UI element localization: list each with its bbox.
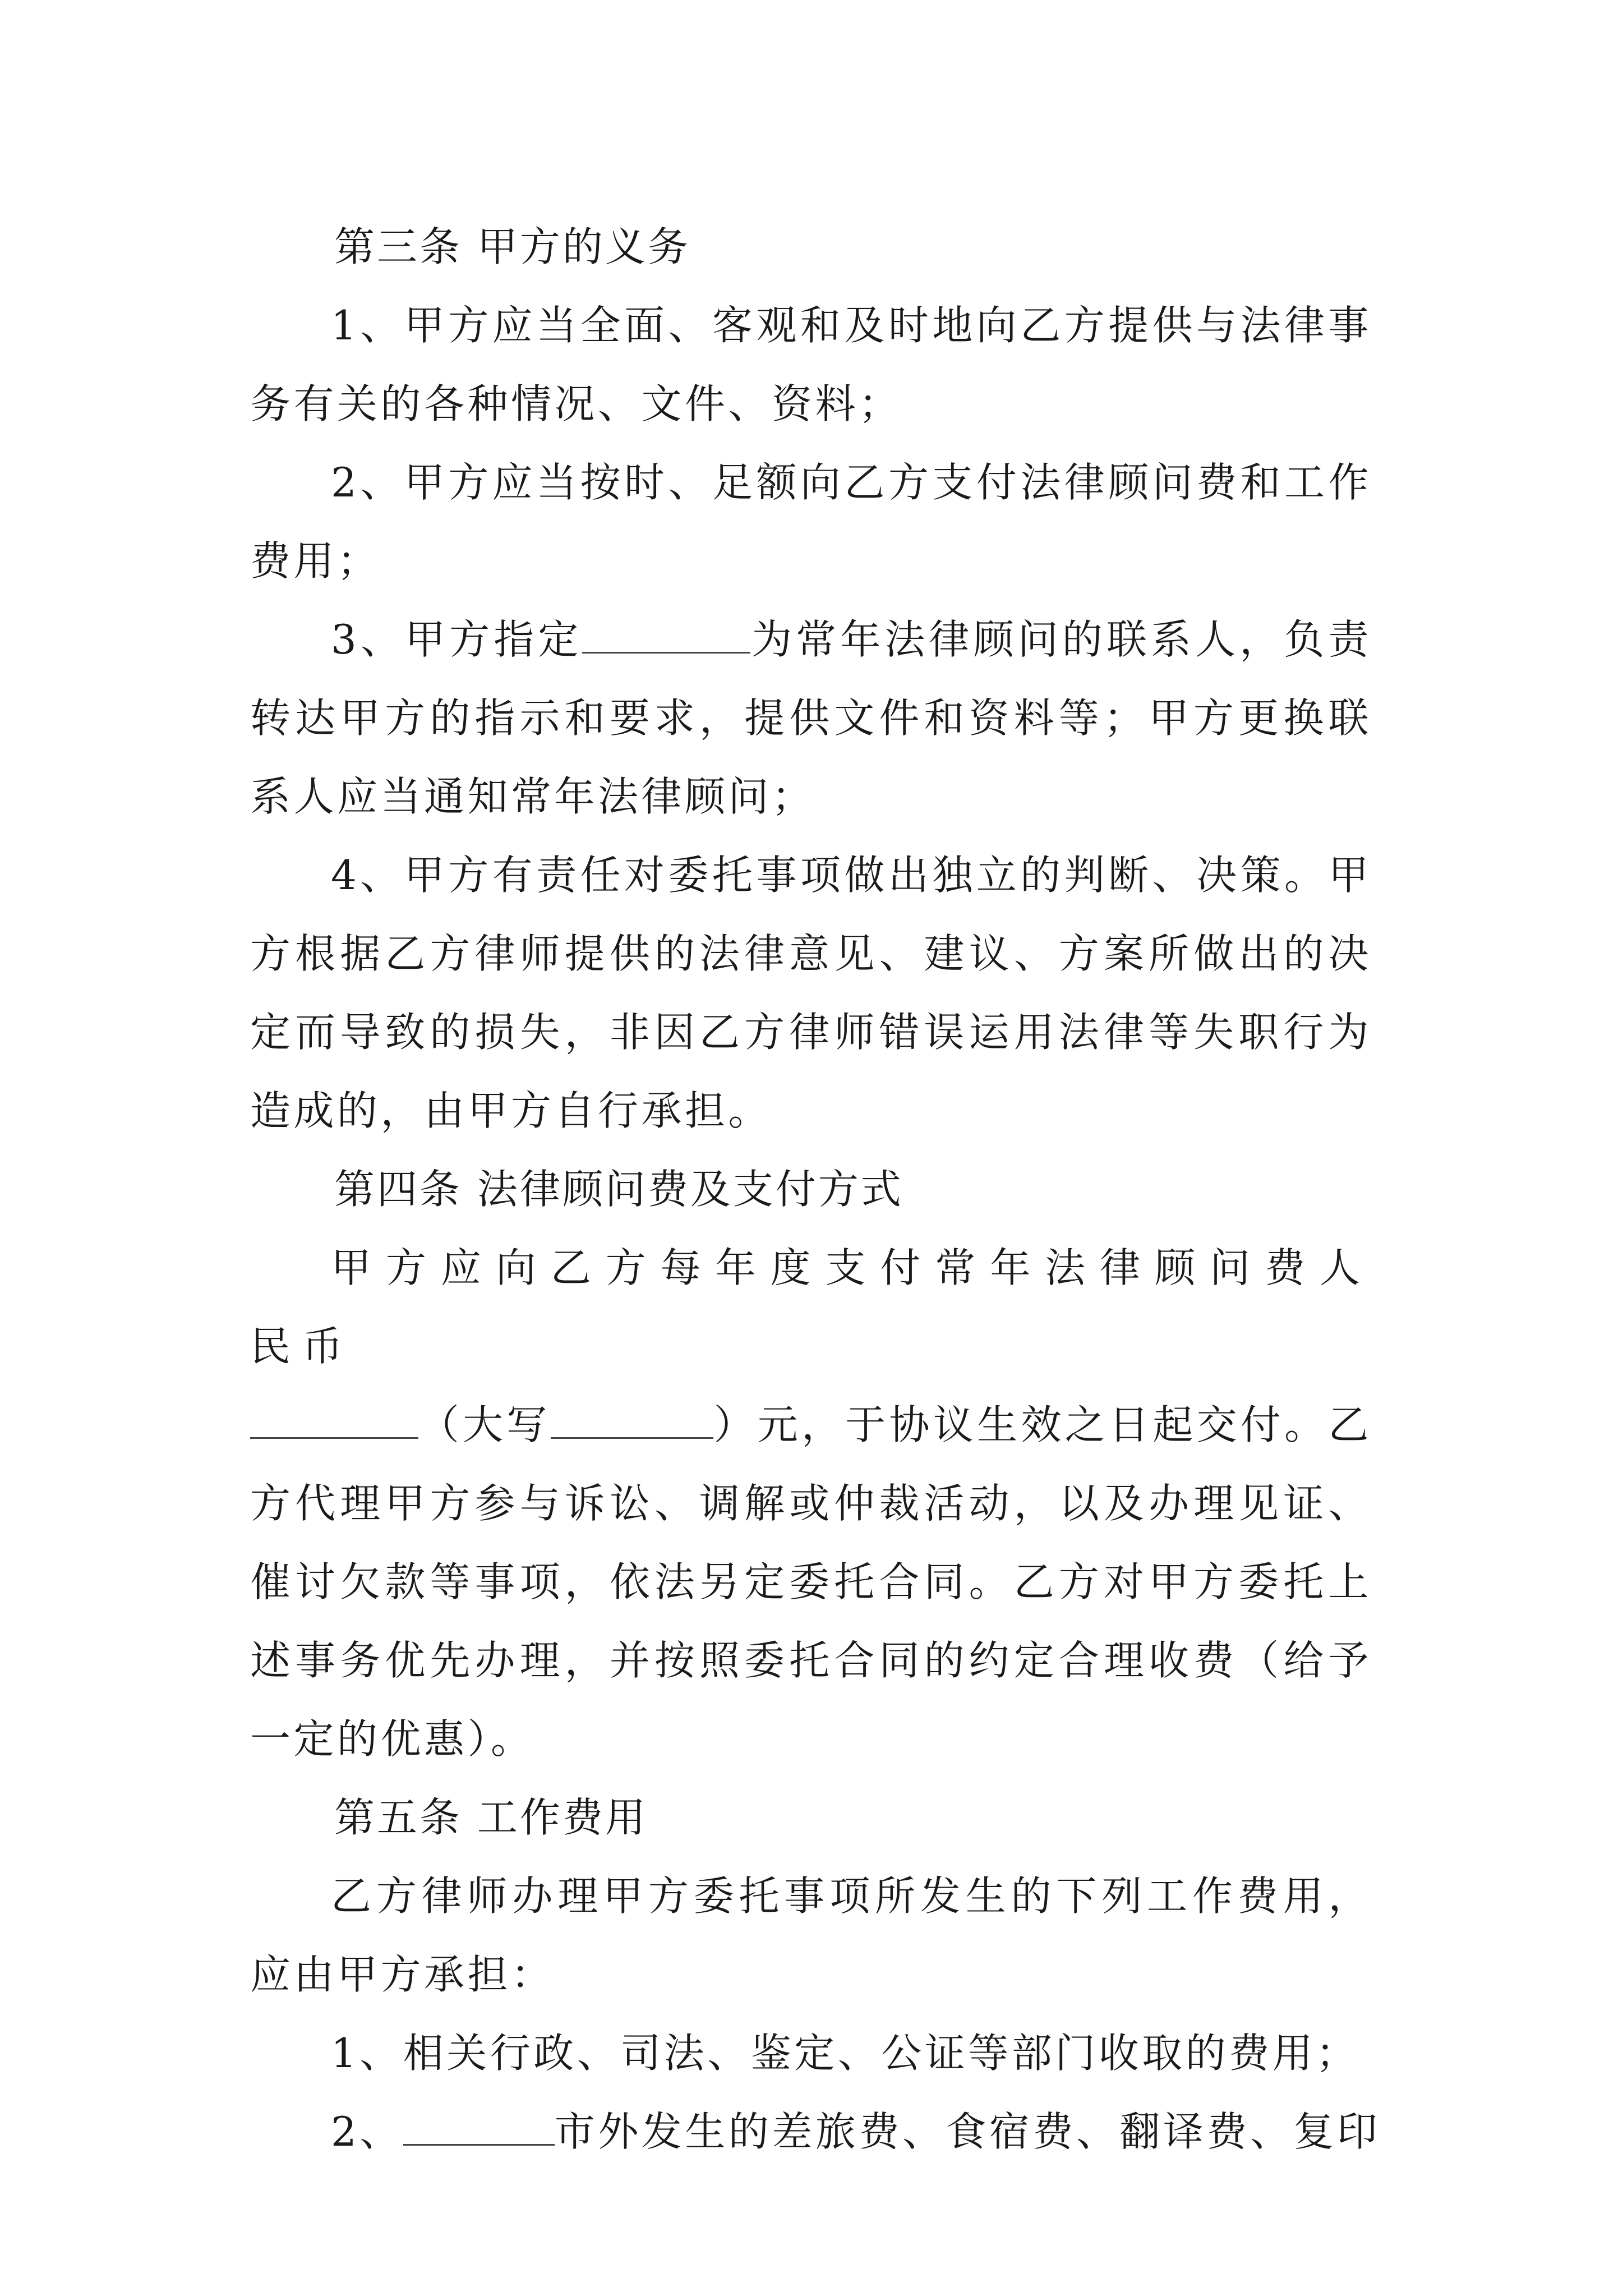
article-3-heading: 第三条 甲方的义务 bbox=[334, 223, 690, 270]
article-3-item-3-suffix: 为常年法律顾问的联系人，负责转达甲方的指示和要求，提供文件和资料等；甲方更换联系人应当通知常年法律顾问； bbox=[250, 616, 1372, 820]
article-3-item-1: 1、甲方应当全面、客观和及时地向乙方提供与法律事务有关的各种情况、文件、资料； bbox=[250, 302, 1372, 427]
contact-person-blank bbox=[582, 616, 750, 654]
fee-amount-blank bbox=[250, 1401, 418, 1439]
article-4-fee-line: 甲方应向乙方每年度支付常年法律顾问费人民币 bbox=[250, 1244, 1372, 1370]
article-4-body-text: ）元，于协议生效之日起交付。乙方代理甲方参与诉讼、调解或仲裁活动，以及办理见证、催讨欠款等事项，依法另定委托合同。乙方对甲方委托上述事务优先办理，并按照委托合同的约定合理收费（给予一定的优惠）。 bbox=[250, 1401, 1372, 1763]
article-4-body bbox=[250, 1386, 1372, 1778]
article-5-item-2-suffix: 市外发生的差旅费、食宿费、翻译费、复印 bbox=[554, 2108, 1381, 2155]
document-body bbox=[250, 208, 1381, 2171]
article-5-item-1: 1、相关行政、司法、鉴定、公证等部门收取的费用； bbox=[331, 2030, 1359, 2077]
article-4-amount-words-label: （大写 bbox=[418, 1401, 551, 1448]
article-5-heading: 第五条 工作费用 bbox=[334, 1794, 648, 1841]
article-3-item-3 bbox=[250, 600, 1372, 836]
article-4-heading: 第四条 法律顾问费及支付方式 bbox=[334, 1166, 903, 1213]
article-3-item-3-prefix: 3、甲方指定 bbox=[331, 616, 583, 663]
article-5-item-2-prefix: 2、 bbox=[331, 2108, 403, 2155]
article-3-item-4: 4、甲方有责任对委托事项做出独立的判断、决策。甲方根据乙方律师提供的法律意见、建议、方案所做出的决定而导致的损失，非因乙方律师错误运用法律等失职行为造成的，由甲方自行承担。 bbox=[250, 852, 1372, 1134]
article-5-item-2 bbox=[250, 2092, 1381, 2171]
article-3-item-2: 2、甲方应当按时、足额向乙方支付法律顾问费和工作费用； bbox=[250, 459, 1372, 585]
article-5-intro: 乙方律师办理甲方委托事项所发生的下列工作费用，应由甲方承担： bbox=[250, 1872, 1372, 1998]
city-blank bbox=[403, 2108, 555, 2146]
fee-amount-words-blank bbox=[551, 1401, 713, 1439]
